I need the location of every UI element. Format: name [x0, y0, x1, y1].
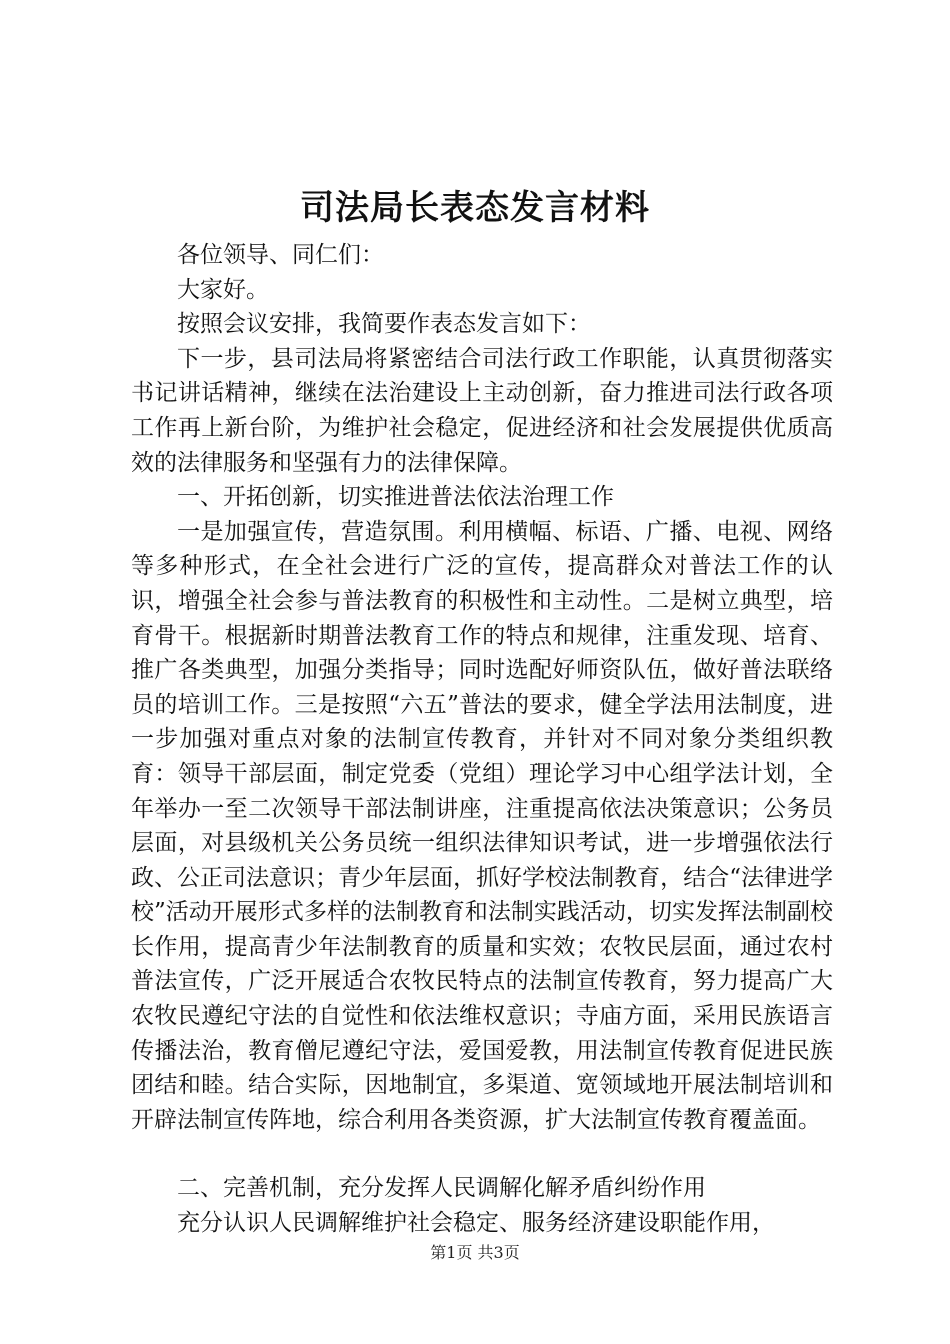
page-number-footer: 第1页 共3页	[430, 1243, 520, 1262]
paragraph-next-step: 下一步，县司法局将紧密结合司法行政工作职能，认真贯彻落实书记讲话精神，继续在法治建设上主动创新，奋力推进司法行政各项工作再上新台阶，为维护社会稳定，促进经济和社会发展提供优质高效的法律服务和坚强有力的法律保障。	[131, 345, 833, 476]
document-title: 司法局长表态发言材料	[300, 188, 650, 228]
section-heading-1: 一、开拓创新，切实推进普法依法治理工作	[177, 484, 614, 511]
paragraph-hello: 大家好。	[177, 276, 269, 303]
paragraph-section-1-body: 一是加强宣传，营造氛围。利用横幅、标语、广播、电视、网络等多种形式，在全社会进行广泛的宣传，提高群众对普法工作的认识，增强全社会参与普法教育的积极性和主动性。二是树立典型，培育骨干。根据新时期普法教育工作的特点和规律，注重发现、培育、推广各类典型，加强分类指导；同时选配好师资队伍，做好普法联络员的培训工作。三是按照“六五”普法的要求，健全学法用法制度，进一步加强对重点对象的法制宣传教育，并针对不同对象分类组织教育：领导干部层面，制定党委（党组）理论学习中心组学法计划，全年举办一至二次领导干部法制讲座，注重提高依法决策意识；公务员层面，对县级机关公务员统一组织法律知识考试，进一步增强依法行政、公正司法意识；青少年层面，抓好学校法制教育，结合“法律进学校”活动开展形式多样的法制教育和法制实践活动，切实发挥法制副校长作用，提高青少年法制教育的质量和实效；农牧民层面，通过农村普法宣传，广泛开展适合农牧民特点的法制宣传教育，努力提高广大农牧民遵纪守法的自觉性和依法维权意识；寺庙方面，采用民族语言传播法治，教育僧尼遵纪守法，爱国爱教，用法制宣传教育促进民族团结和睦。结合实际，因地制宜，多渠道、宽领域地开展法制培训和开辟法制宣传阵地，综合利用各类资源，扩大法制宣传教育覆盖面。	[131, 518, 833, 1133]
section-heading-2: 二、完善机制，充分发挥人民调解化解矛盾纠纷作用	[177, 1175, 706, 1202]
document-body	[131, 238, 833, 1241]
paragraph-section-2-body: 充分认识人民调解维护社会稳定、服务经济建设职能作用，	[177, 1210, 775, 1237]
paragraph-intro: 按照会议安排，我简要作表态发言如下：	[177, 311, 591, 338]
paragraph-greeting: 各位领导、同仁们：	[177, 242, 384, 268]
